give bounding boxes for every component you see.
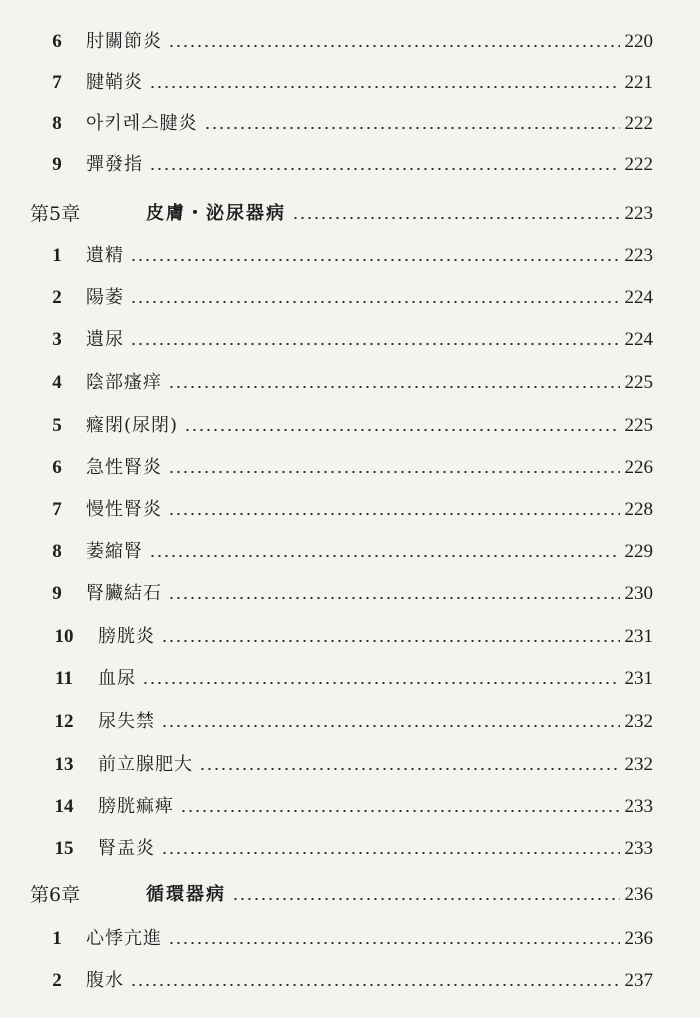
entry-page: 224 [624, 287, 653, 308]
entry-page: 233 [624, 838, 653, 859]
entry-title: 陽萎 [86, 287, 124, 308]
entry-number: 2 [52, 970, 62, 991]
entry-number: 9 [52, 154, 62, 175]
entry-title: 膀胱炎 [98, 626, 155, 647]
toc-entry [0, 239, 700, 273]
dot-leader [168, 45, 620, 47]
chapter-heading [0, 197, 700, 231]
toc-entry [0, 323, 700, 357]
entry-page: 223 [624, 245, 653, 266]
dot-leader [168, 513, 620, 515]
entry-title: 遺精 [86, 245, 124, 266]
entry-title: 血尿 [98, 668, 136, 689]
toc-entry [0, 25, 700, 59]
dot-leader [292, 217, 620, 219]
entry-title: 腎盂炎 [98, 838, 155, 859]
chapter-number: 第5章 [30, 203, 81, 225]
entry-title: 慢性腎炎 [86, 499, 162, 520]
toc-entry [0, 493, 700, 527]
dot-leader [161, 640, 620, 642]
dot-leader [204, 127, 620, 129]
entry-page: 232 [624, 754, 653, 775]
entry-page: 222 [624, 113, 653, 134]
toc-entry [0, 366, 700, 400]
entry-page: 225 [624, 372, 653, 393]
dot-leader [130, 259, 620, 261]
toc-entry [0, 964, 700, 998]
entry-number: 11 [55, 668, 73, 689]
entry-number: 2 [52, 287, 62, 308]
dot-leader [149, 168, 620, 170]
dot-leader [161, 852, 620, 854]
dot-leader [142, 682, 620, 684]
entry-page: 228 [624, 499, 653, 520]
dot-leader [168, 597, 620, 599]
entry-number: 7 [52, 72, 62, 93]
entry-number: 13 [54, 754, 74, 775]
chapter-number: 第6章 [30, 884, 81, 906]
toc-entry [0, 107, 700, 141]
toc-entry [0, 832, 700, 866]
entry-number: 6 [52, 31, 62, 52]
dot-leader [149, 555, 620, 557]
entry-number: 15 [54, 838, 74, 859]
entry-number: 10 [54, 626, 74, 647]
entry-page: 223 [624, 203, 653, 224]
entry-number: 9 [52, 583, 62, 604]
dot-leader [184, 429, 620, 431]
toc-entry [0, 409, 700, 443]
entry-title: 膀胱痲痺 [98, 796, 174, 817]
entry-page: 224 [624, 329, 653, 350]
toc-entry [0, 922, 700, 956]
entry-title: 遺尿 [86, 329, 124, 350]
entry-page: 229 [624, 541, 653, 562]
toc-entry [0, 451, 700, 485]
dot-leader [161, 725, 620, 727]
toc-entry [0, 662, 700, 696]
dot-leader [149, 86, 620, 88]
entry-title: 急性腎炎 [86, 457, 162, 478]
entry-page: 231 [624, 668, 653, 689]
chapter-heading [0, 878, 700, 912]
entry-number: 14 [54, 796, 74, 817]
toc-entry [0, 790, 700, 824]
entry-page: 221 [624, 72, 653, 93]
dot-leader [232, 898, 620, 900]
entry-title: 萎縮腎 [86, 541, 143, 562]
entry-title: 癃閉(尿閉) [86, 415, 179, 436]
entry-title: 아키레스腱炎 [86, 113, 198, 134]
dot-leader [199, 768, 620, 770]
dot-leader [130, 984, 620, 986]
toc-entry [0, 148, 700, 182]
entry-page: 225 [624, 415, 653, 436]
entry-number: 6 [52, 457, 62, 478]
entry-title: 腱鞘炎 [86, 72, 143, 93]
toc-entry [0, 620, 700, 654]
entry-page: 236 [624, 928, 653, 949]
toc-entry [0, 66, 700, 100]
entry-number: 5 [52, 415, 62, 436]
entry-title: 尿失禁 [98, 711, 155, 732]
chapter-title: 循環器病 [146, 884, 226, 905]
entry-title: 心悸亢進 [86, 928, 162, 949]
chapter-title: 皮膚・泌尿器病 [146, 203, 286, 224]
entry-number: 7 [52, 499, 62, 520]
dot-leader [130, 301, 620, 303]
entry-page: 222 [624, 154, 653, 175]
entry-page: 236 [624, 884, 653, 905]
dot-leader [168, 471, 620, 473]
dot-leader [180, 810, 620, 812]
entry-title: 腹水 [86, 970, 124, 991]
dot-leader [130, 343, 620, 345]
entry-title: 陰部瘙痒 [86, 372, 162, 393]
entry-number: 8 [52, 541, 62, 562]
entry-title: 肘關節炎 [86, 31, 162, 52]
entry-number: 3 [52, 329, 62, 350]
toc-entry [0, 535, 700, 569]
dot-leader [168, 386, 620, 388]
entry-page: 233 [624, 796, 653, 817]
toc-entry [0, 705, 700, 739]
entry-title: 彈發指 [86, 154, 143, 175]
entry-page: 232 [624, 711, 653, 732]
toc-entry [0, 281, 700, 315]
entry-title: 腎臟結石 [86, 583, 162, 604]
toc-entry [0, 577, 700, 611]
entry-number: 1 [52, 245, 62, 266]
entry-number: 4 [52, 372, 62, 393]
entry-page: 237 [624, 970, 653, 991]
entry-number: 12 [54, 711, 74, 732]
entry-page: 230 [624, 583, 653, 604]
entry-number: 1 [52, 928, 62, 949]
entry-page: 231 [624, 626, 653, 647]
dot-leader [168, 942, 620, 944]
toc-entry [0, 748, 700, 782]
entry-page: 226 [624, 457, 653, 478]
entry-number: 8 [52, 113, 62, 134]
entry-title: 前立腺肥大 [98, 754, 193, 775]
entry-page: 220 [624, 31, 653, 52]
